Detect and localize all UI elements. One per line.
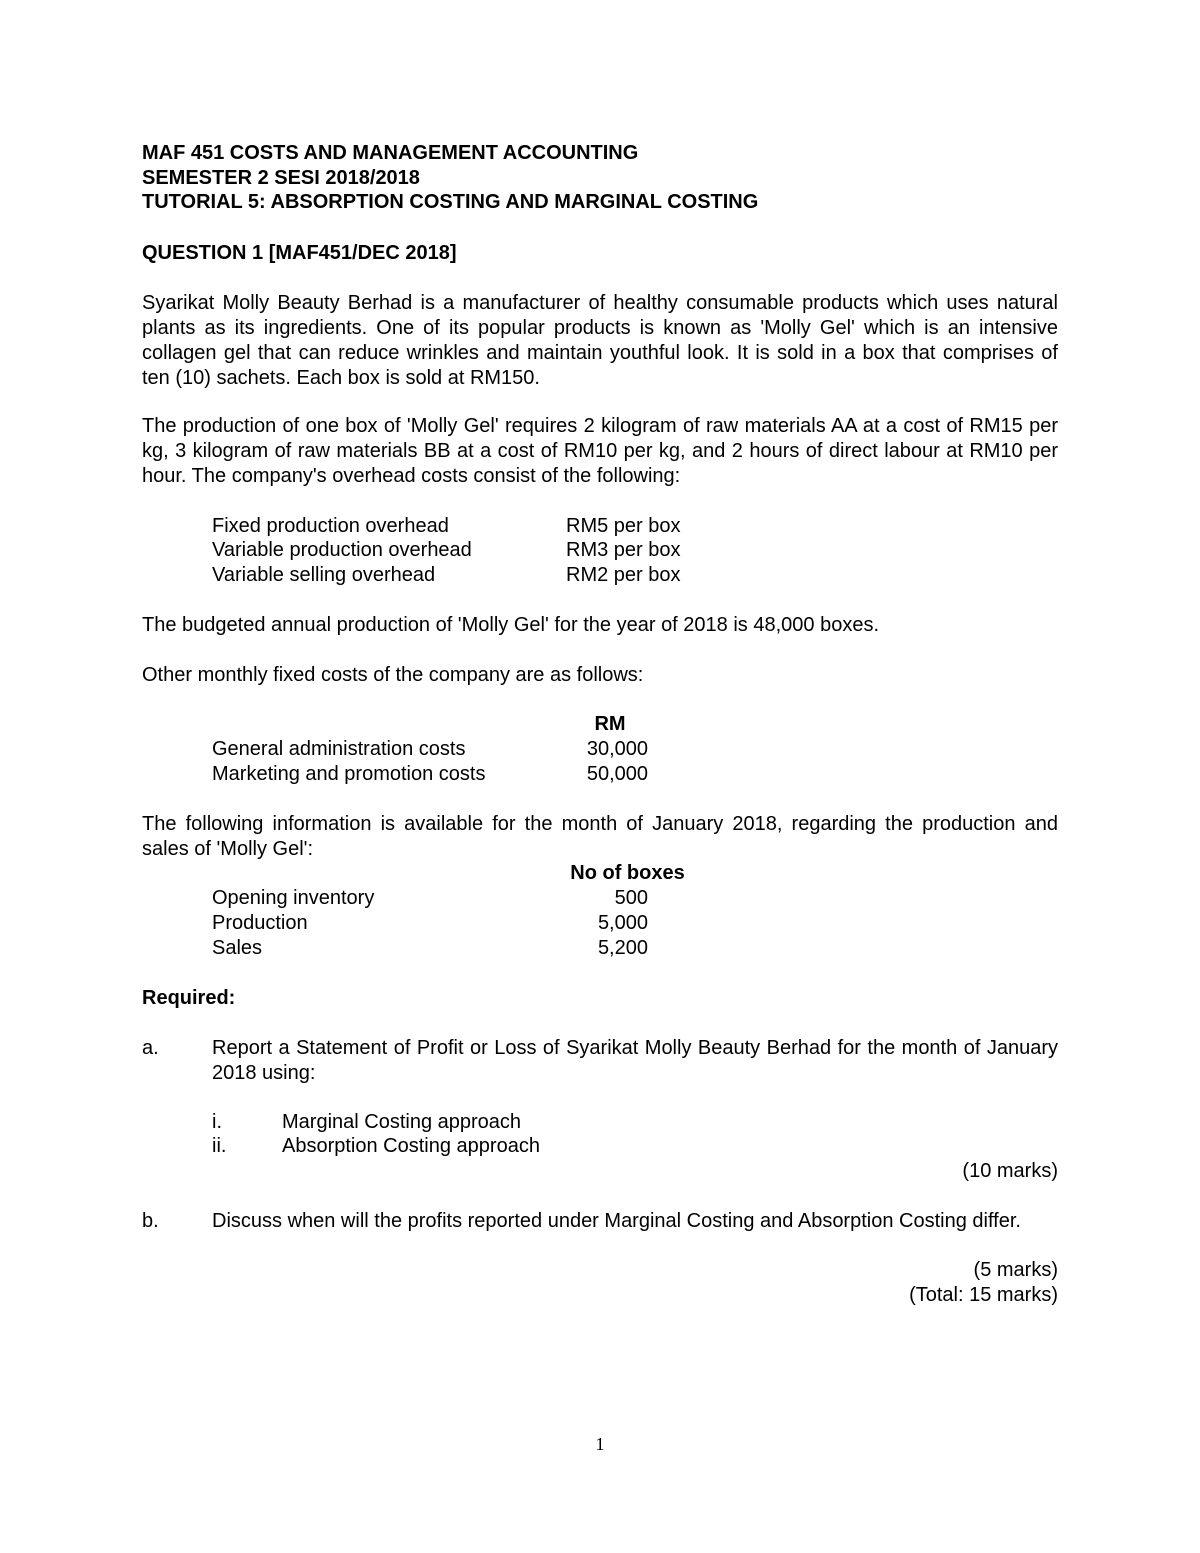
january-info-paragraph: The following information is available for the month of January 2018, regarding the production and sales of 'Molly Gel':	[142, 813, 1058, 860]
part-a-sub-text: Absorption Costing approach	[282, 1135, 540, 1157]
required-heading: Required:	[142, 987, 236, 1009]
part-a-sub-num: ii.	[212, 1135, 227, 1157]
fixed-cost-value: 50,000	[586, 763, 648, 785]
semester-title: SEMESTER 2 SESI 2018/2018	[142, 167, 420, 189]
inventory-header: No of boxes	[570, 862, 685, 884]
part-a-sub-text: Marginal Costing approach	[282, 1111, 522, 1133]
inventory-label: Production	[212, 912, 308, 934]
fixed-cost-value: 30,000	[586, 738, 648, 760]
fixed-costs-intro: Other monthly fixed costs of the company are as follows:	[142, 664, 644, 686]
part-b-marks: (5 marks)	[973, 1259, 1058, 1281]
intro-paragraph: Syarikat Molly Beauty Berhad is a manufacturer of healthy consumable products which uses natural plants as its ingredients. One of its popular products is known as 'Molly Gel' which is an intensive collagen gel that can reduce wrinkles and maintain youthful look. It is sold in a box that comprises of ten (10) sachets. Each box is sold at RM150.	[142, 292, 1058, 389]
part-a-sub-num: i.	[212, 1111, 222, 1133]
part-a-marks: (10 marks)	[962, 1160, 1058, 1182]
fixed-costs-header: RM	[594, 713, 626, 735]
overhead-label: Fixed production overhead	[212, 515, 449, 537]
total-marks: (Total: 15 marks)	[909, 1284, 1058, 1306]
overhead-value: RM3 per box	[566, 539, 681, 561]
overhead-label: Variable selling overhead	[212, 564, 436, 586]
inventory-value: 5,000	[597, 912, 648, 934]
part-a-text: Report a Statement of Profit or Loss of Syarikat Molly Beauty Berhad for the month of January 2018 using:	[212, 1037, 1058, 1084]
page-number: 1	[595, 1434, 605, 1454]
tutorial-title: TUTORIAL 5: ABSORPTION COSTING AND MARGINAL COSTING	[142, 191, 759, 213]
overhead-value: RM2 per box	[566, 564, 681, 586]
part-b-text: Discuss when will the profits reported under Marginal Costing and Absorption Costing differ.	[212, 1210, 1021, 1232]
fixed-cost-label: Marketing and promotion costs	[212, 763, 486, 785]
overhead-label: Variable production overhead	[212, 539, 472, 561]
fixed-cost-label: General administration costs	[212, 738, 466, 760]
part-a-letter: a.	[142, 1037, 159, 1059]
inventory-label: Sales	[212, 937, 263, 959]
part-b-letter: b.	[142, 1210, 159, 1232]
question-title: QUESTION 1 [MAF451/DEC 2018]	[142, 242, 457, 264]
inventory-value: 500	[614, 887, 648, 909]
production-paragraph: The production of one box of 'Molly Gel' requires 2 kilogram of raw materials AA at a cost of RM15 per kg, 3 kilogram of raw materials BB at a cost of RM10 per kg, and 2 hours of direct labour at RM10 per hour. The company's overhead costs consist of the following:	[142, 415, 1058, 487]
inventory-value: 5,200	[597, 937, 648, 959]
overhead-value: RM5 per box	[566, 515, 681, 537]
budget-paragraph: The budgeted annual production of 'Molly Gel' for the year of 2018 is 48,000 boxes.	[142, 614, 880, 636]
course-title: MAF 451 COSTS AND MANAGEMENT ACCOUNTING	[142, 142, 639, 164]
inventory-label: Opening inventory	[212, 887, 375, 909]
